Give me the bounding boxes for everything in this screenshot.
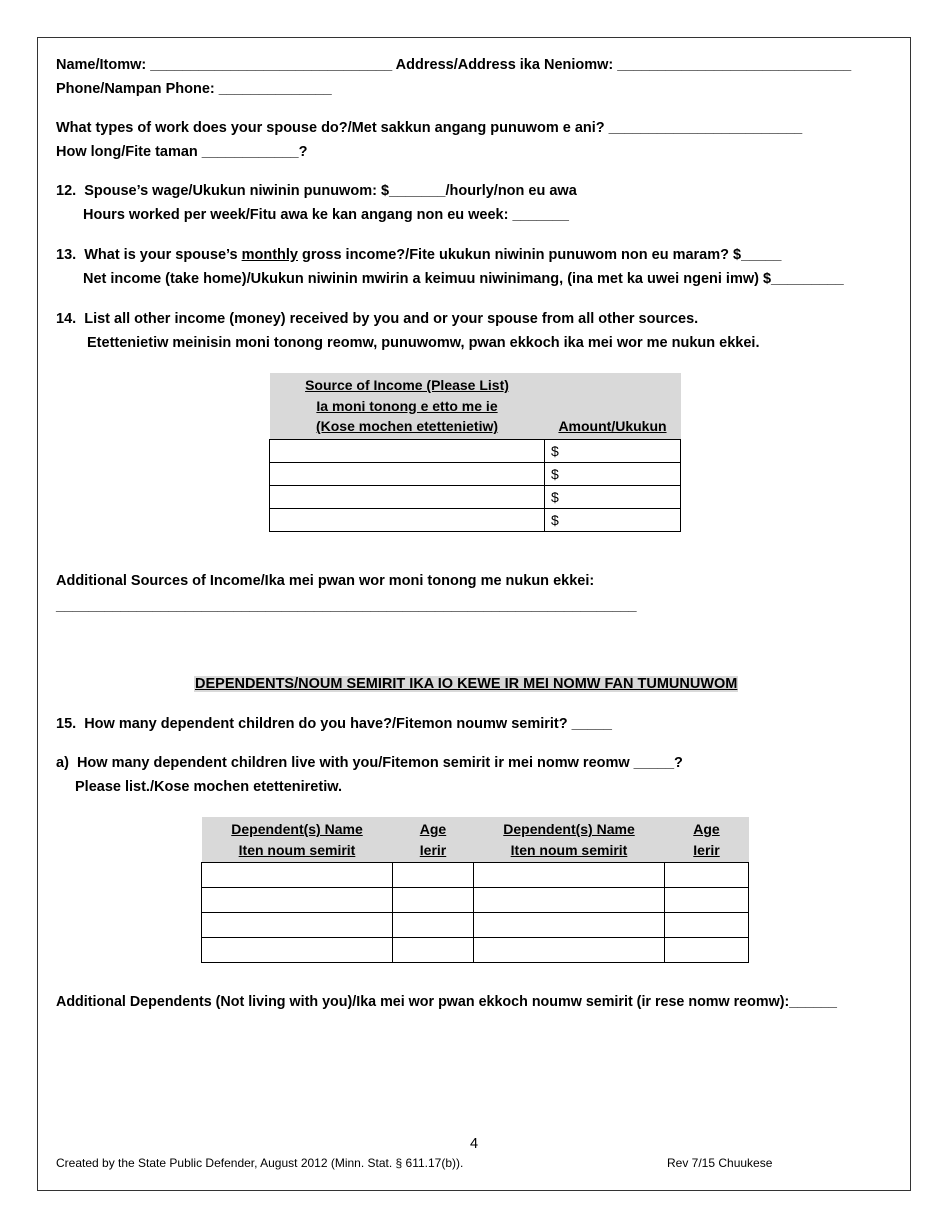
- footer-credit: Created by the State Public Defender, August 2012 (Minn. Stat. § 611.17(b)).: [56, 1156, 464, 1170]
- dependent-name-header: Dependent(s) Name Iten noum semirit: [474, 817, 665, 863]
- table-row: [270, 508, 681, 531]
- age-cell[interactable]: [665, 888, 749, 913]
- amount-cell[interactable]: $: [545, 508, 681, 531]
- age-cell[interactable]: [393, 938, 474, 963]
- name-address-line: Name/Itomw: ______________________________ Address/Address ika Neniomw: _____________________________: [56, 57, 852, 73]
- age-cell[interactable]: [393, 888, 474, 913]
- dependent-name-cell[interactable]: [474, 938, 665, 963]
- additional-dependents-line: Additional Dependents (Not living with you)/Ika mei wor pwan ekkoch noumw semirit (ir rese nomw reomw):______: [56, 994, 837, 1010]
- source-cell[interactable]: [270, 485, 545, 508]
- income-source-table: [269, 373, 681, 532]
- dependents-table: [201, 817, 749, 963]
- age-cell[interactable]: [393, 913, 474, 938]
- table-row: [202, 938, 749, 963]
- amount-header: Amount/Ukukun: [545, 373, 681, 439]
- q12-hours: Hours worked per week/Fitu awa ke kan angang non eu week: _______: [83, 207, 569, 223]
- amount-cell[interactable]: $: [545, 485, 681, 508]
- work-type-question: What types of work does your spouse do?/Met sakkun angang punuwom e ani? ________________________: [56, 120, 803, 136]
- q13-gross-income: 13. What is your spouse’s monthly gross income?/Fite ukukun niwinin punuwom non eu maram? $_____: [56, 247, 782, 263]
- qa-dependents-living-with: a) How many dependent children live with you/Fitemon semirit ir mei nomw reomw _____?: [56, 755, 683, 771]
- work-duration-question: How long/Fite taman ____________?: [56, 144, 308, 160]
- dependent-name-cell[interactable]: [474, 863, 665, 888]
- age-header: Age Ierir: [393, 817, 474, 863]
- source-of-income-header: Source of Income (Please List) Ia moni tonong e etto me ie (Kose mochen etettenietiw): [270, 373, 545, 439]
- q14-other-income-translation: Etettenietiw meinisin moni tonong reomw, punuwomw, pwan ekkoch ika mei wor me nukun ekkei.: [87, 335, 760, 351]
- footer-revision: Rev 7/15 Chuukese: [667, 1156, 773, 1170]
- qa-please-list: Please list./Kose mochen etetteniretiw.: [75, 779, 342, 795]
- q15-dependents-count: 15. How many dependent children do you have?/Fitemon noumw semirit? _____: [56, 716, 612, 732]
- additional-income-label: Additional Sources of Income/Ika mei pwan wor moni tonong me nukun ekkei:: [56, 573, 595, 589]
- dependent-name-cell[interactable]: [202, 913, 393, 938]
- table-row: [202, 863, 749, 888]
- dependent-name-cell[interactable]: [474, 888, 665, 913]
- q13-net-income: Net income (take home)/Ukukun niwinin mwirin a keimuu niwinimang, (ina met ka uwei ngeni imw) $_________: [83, 271, 844, 287]
- dependent-name-cell[interactable]: [202, 863, 393, 888]
- q14-other-income: 14. List all other income (money) received by you and or your spouse from all other sources.: [56, 311, 699, 327]
- table-row: [202, 913, 749, 938]
- age-cell[interactable]: [665, 913, 749, 938]
- table-row: [270, 462, 681, 485]
- age-cell[interactable]: [665, 938, 749, 963]
- age-cell[interactable]: [665, 863, 749, 888]
- age-cell[interactable]: [393, 863, 474, 888]
- phone-line: Phone/Nampan Phone: ______________: [56, 81, 332, 97]
- age-header: Age Ierir: [665, 817, 749, 863]
- table-row: [202, 888, 749, 913]
- source-cell[interactable]: [270, 508, 545, 531]
- table-row: [270, 485, 681, 508]
- additional-income-blank[interactable]: ________________________________________________________________________: [56, 598, 637, 614]
- dependent-name-cell[interactable]: [202, 938, 393, 963]
- source-cell[interactable]: [270, 439, 545, 462]
- page-number: 4: [470, 1136, 479, 1152]
- dependent-name-cell[interactable]: [474, 913, 665, 938]
- dependents-section-title: DEPENDENTS/NOUM SEMIRIT IKA IO KEWE IR MEI NOMW FAN TUMUNUWOM: [195, 676, 738, 692]
- table-row: [270, 439, 681, 462]
- dependent-name-header: Dependent(s) Name Iten noum semirit: [202, 817, 393, 863]
- amount-cell[interactable]: $: [545, 439, 681, 462]
- q12-wage: 12. Spouse’s wage/Ukukun niwinin punuwom: $_______/hourly/non eu awa: [56, 183, 577, 199]
- dependent-name-cell[interactable]: [202, 888, 393, 913]
- amount-cell[interactable]: $: [545, 462, 681, 485]
- source-cell[interactable]: [270, 462, 545, 485]
